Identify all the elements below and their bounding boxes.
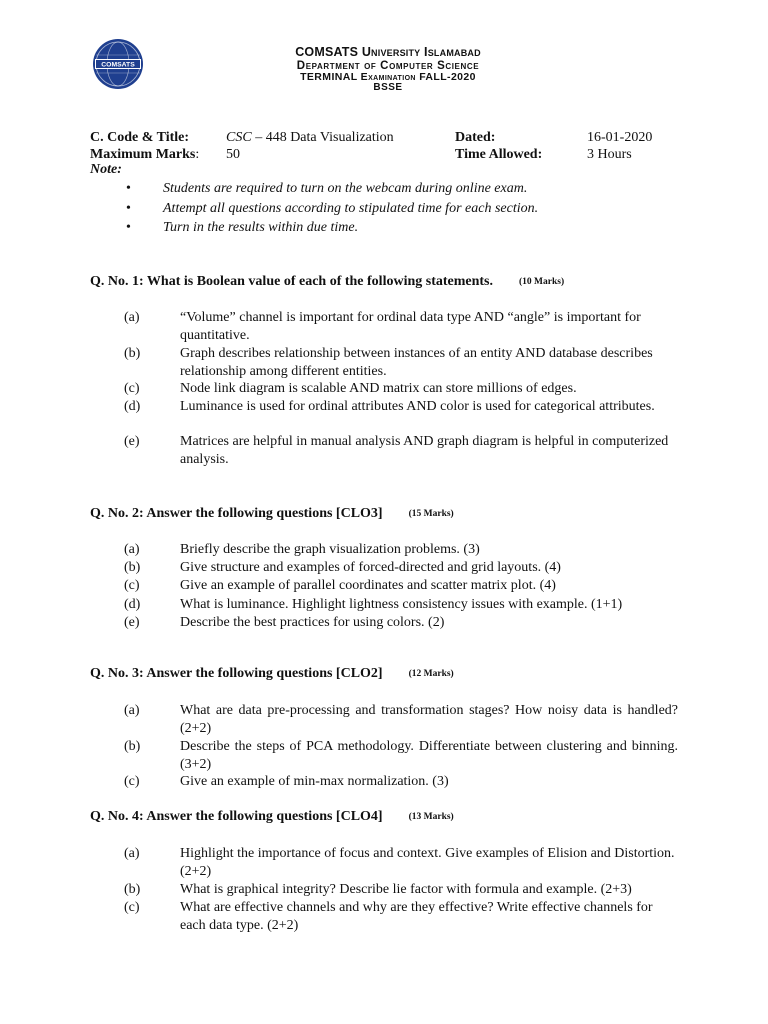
max-marks-label: Maximum Marks:: [90, 147, 200, 162]
question-2-marks: (15 Marks): [408, 509, 454, 519]
note-item: • Attempt all questions according to stipulated time for each section.: [126, 200, 539, 216]
bullet-icon: •: [126, 200, 131, 216]
question-3-heading: Q. No. 3: Answer the following questions [CLO2] (12 Marks): [90, 666, 454, 681]
bullet-icon: •: [126, 220, 131, 235]
department-name: Department of Computer Science: [296, 59, 480, 72]
comsats-logo: [92, 38, 144, 90]
dated-label: Dated:: [455, 130, 496, 145]
bullet-icon: •: [126, 181, 131, 196]
time-allowed-label: Time Allowed:: [455, 147, 543, 162]
note-item: • Students are required to turn on the webcam during online exam.: [126, 181, 528, 196]
max-marks-value: 50: [226, 147, 240, 162]
note-label: Note:: [90, 162, 122, 177]
dated-value: 16-01-2020: [587, 130, 653, 145]
question-1-marks: (10 Marks): [519, 277, 565, 287]
question-4-marks: (13 Marks): [408, 812, 454, 822]
question-4-heading: Q. No. 4: Answer the following questions [CLO4] (13 Marks): [90, 809, 454, 824]
question-1-heading: Q. No. 1: What is Boolean value of each of the following statements. (10 Marks): [90, 274, 565, 289]
question-3-marks: (12 Marks): [408, 669, 454, 679]
note-item: • Turn in the results within due time.: [126, 220, 359, 235]
course-title: CSC – 448 Data Visualization: [226, 130, 394, 145]
question-2-heading: Q. No. 2: Answer the following questions [CLO3] (15 Marks): [90, 506, 454, 521]
course-label: C. Code & Title:: [90, 130, 190, 145]
exam-title: TERMINAL Examination FALL-2020: [300, 70, 476, 83]
exam-header: [180, 46, 596, 94]
logo-text: COMSATS: [101, 61, 135, 69]
university-name: COMSATS University Islamabad: [295, 45, 481, 59]
program-name: BSSE: [373, 82, 403, 94]
time-allowed-value: 3 Hours: [587, 147, 632, 162]
notes-list: [126, 180, 686, 239]
